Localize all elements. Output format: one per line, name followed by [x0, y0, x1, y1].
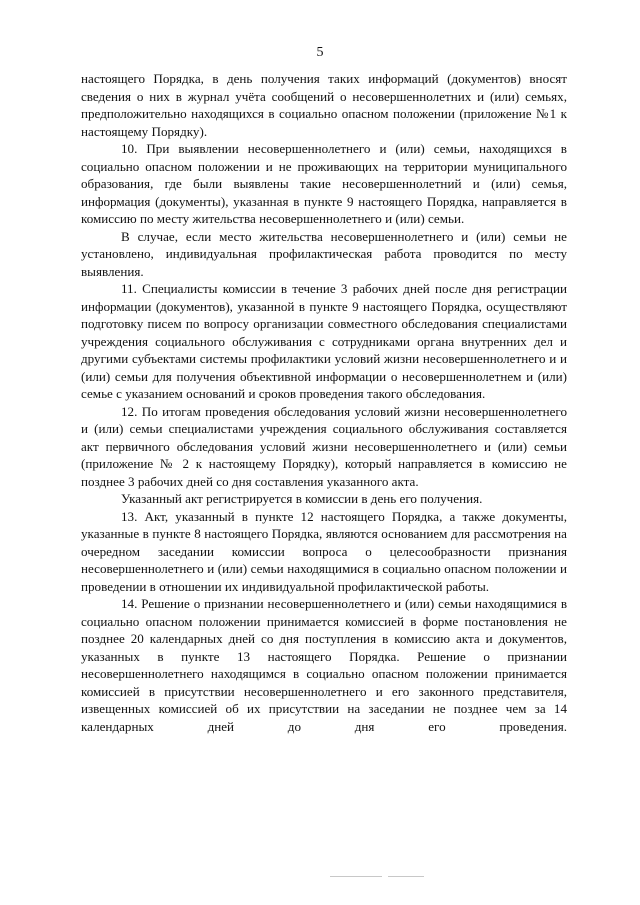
paragraph-item-11: 11. Специалисты комиссии в течение 3 рабочих дней после дня регистрации информации (документов), указанной в пункте 9 настоящего Порядка, осуществляют подготовку писем по вопросу организации совместного обследования специалистами учреждения социального обслуживания с сотрудниками органа внутренних дел и другими субъектами системы профилактики условий жизни несовершеннолетнего и и (или) семьи для получения объективной информации о несовершеннолетнем и (или) семье с указанием оснований и сроков проведения такого обследования. [81, 281, 567, 401]
paragraph-item-12: 12. По итогам проведения обследования условий жизни несовершеннолетнего и (или) семьи специалистами учреждения социального обслуживания составляется акт первичного обследования условий жизни несовершеннолетнего и (или) семьи (приложение № 2 к настоящему Порядку), который направляется в комиссию не позднее 3 рабочих дней со дня составления указанного акта. [81, 403, 567, 489]
paragraph-item-13: 13. Акт, указанный в пункте 12 настоящего Порядка, а также документы, указанные в пункте 8 настоящего Порядка, являются основанием для рассмотрения на очередном заседании комиссии вопроса о целесообразности признания несовершеннолетнего и (или) семьи находящимися в социально опасном положении и проведении в отношении их индивидуальной профилактической работы. [81, 508, 567, 594]
paragraph-item-14: 14. Решение о признании несовершеннолетнего и (или) семьи находящимися в социально опасном положении принимается комиссией в форме постановления не позднее 20 календарных дней со дня поступления в комиссию акта и документов, указанных в пункте 13 настоящего Порядка. Решение о признании несовершеннолетнего находящимся в социально опасном положении принимается комиссией в присутствии несовершеннолетнего и его законного представителя, извещенных комиссией об их присутствии на заседании не позднее чем за 14 календарных дней до дня его проведения. [81, 596, 567, 734]
paragraph-act-registration: Указанный акт регистрируется в комиссии в день его получения. [121, 491, 483, 506]
document-body [81, 70, 567, 735]
scan-artifact-line [330, 876, 382, 877]
paragraph-item-10: 10. При выявлении несовершеннолетнего и (или) семьи, находящихся в социально опасном положении и не проживающих на территории муниципального образования, где были выявлены такие несовершеннолетний и (или) семья, информация (документы), указанная в пункте 9 настоящего Порядка, направляется в комиссию по месту жительства несовершеннолетнего и (или) семьи. [81, 141, 567, 226]
paragraph-continuation: настоящего Порядка, в день получения таких информаций (документов) вносят сведения о них в журнал учёта сообщений о несовершеннолетних и (или) семьях, предположительно находящихся в социально опасном положении (приложение №1 к настоящему Порядку). [81, 71, 567, 139]
scan-artifact-line [388, 876, 424, 877]
page-number: 5 [316, 45, 324, 60]
paragraph-residence-unknown: В случае, если место жительства несовершеннолетнего и (или) семьи не установлено, индивидуальная профилактическая работа проводится по месту выявления. [81, 228, 567, 279]
